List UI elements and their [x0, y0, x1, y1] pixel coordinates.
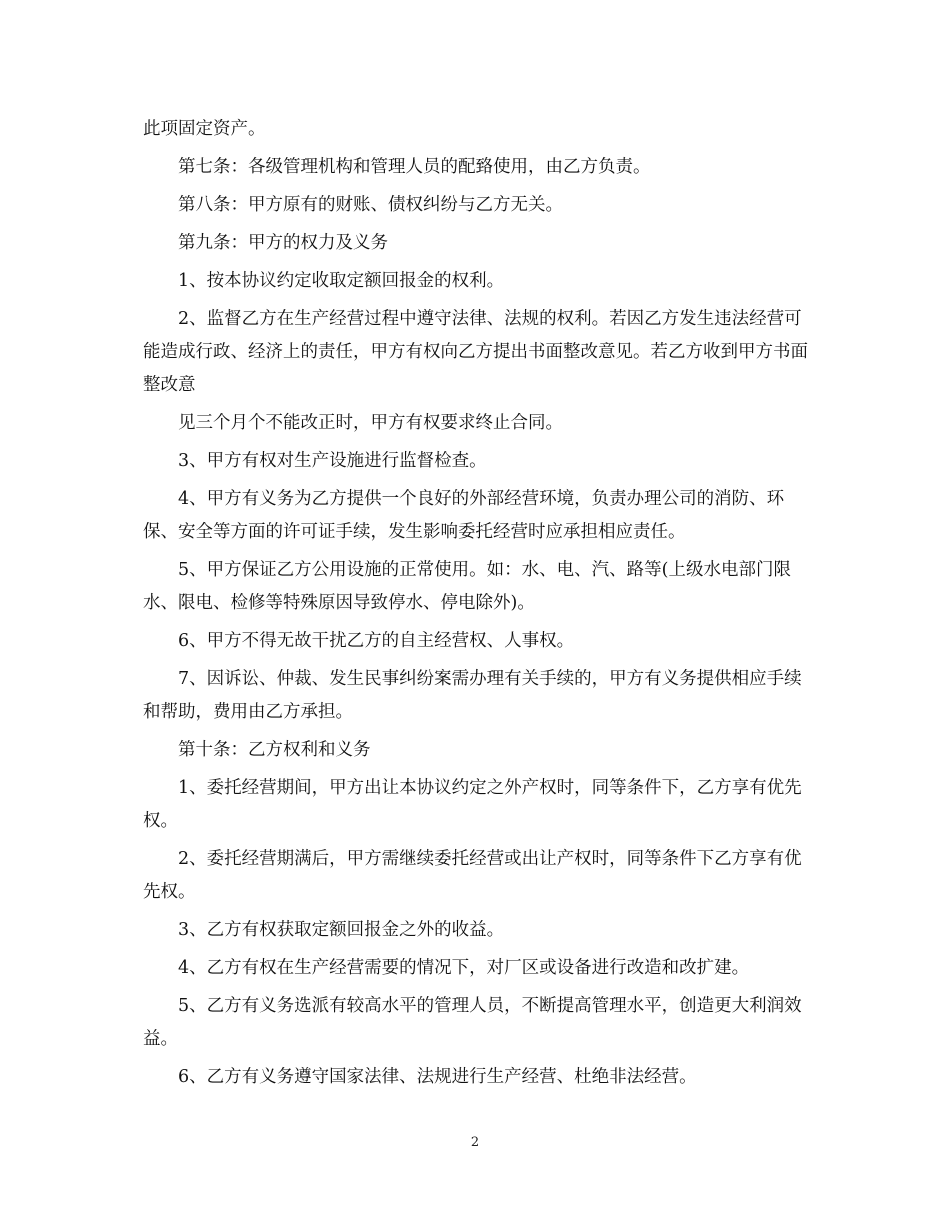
- page-number: 2: [470, 1135, 480, 1150]
- list-item: 4、甲方有义务为乙方提供一个良好的外部经营环境，负责办理公司的消防、环保、安全等方面的许可证手续，发生影响委托经营时应承担相应责任。: [143, 489, 785, 542]
- article-7-paragraph: 第七条：各级管理机构和管理人员的配臵使用，由乙方负责。: [178, 157, 651, 177]
- list-item: 3、甲方有权对生产设施进行监督检查。: [178, 451, 487, 471]
- list-item: 5、甲方保证乙方公用设施的正常使用。如：水、电、汽、路等(上级水电部门限水、限电、检修等特殊原因导致停水、停电除外)。: [143, 560, 791, 613]
- list-item: 7、因诉讼、仲裁、发生民事纠纷案需办理有关手续的，甲方有义务提供相应手续和帮助，费用由乙方承担。: [143, 669, 802, 722]
- article-8-paragraph: 第八条：甲方原有的财账、债权纠纷与乙方无关。: [178, 195, 563, 215]
- list-item: 4、乙方有权在生产经营需要的情况下，对厂区或设备进行改造和改扩建。: [178, 958, 750, 978]
- list-item: 6、乙方有义务遵守国家法律、法规进行生产经营、杜绝非法经营。: [178, 1067, 697, 1087]
- list-item: 1、按本协议约定收取定额回报金的权利。: [178, 271, 505, 291]
- document-body: [143, 113, 809, 1099]
- article-9-heading: 第九条：甲方的权力及义务: [178, 233, 388, 253]
- list-item: 2、委托经营期满后，甲方需继续委托经营或出让产权时，同等条件下乙方享有优先权。: [143, 849, 802, 902]
- list-item: 3、乙方有权获取定额回报金之外的收益。: [178, 920, 505, 940]
- article-10-heading: 第十条：乙方权利和义务: [178, 740, 371, 760]
- list-item: 6、甲方不得无故干扰乙方的自主经营权、人事权。: [178, 631, 575, 651]
- list-item: 1、委托经营期间，甲方出让本协议约定之外产权时，同等条件下，乙方享有优先权。: [143, 778, 802, 831]
- paragraph: 见三个月个不能改正时，甲方有权要求终止合同。: [178, 413, 563, 433]
- list-item: 2、监督乙方在生产经营过程中遵守法律、法规的权利。若因乙方发生违法经营可能造成行政、经济上的责任，甲方有权向乙方提出书面整改意见。若乙方收到甲方书面整改意: [143, 309, 808, 395]
- list-item: 5、乙方有义务选派有较高水平的管理人员，不断提高管理水平，创造更大利润效益。: [143, 996, 802, 1049]
- paragraph: 此项固定资产。: [143, 119, 266, 139]
